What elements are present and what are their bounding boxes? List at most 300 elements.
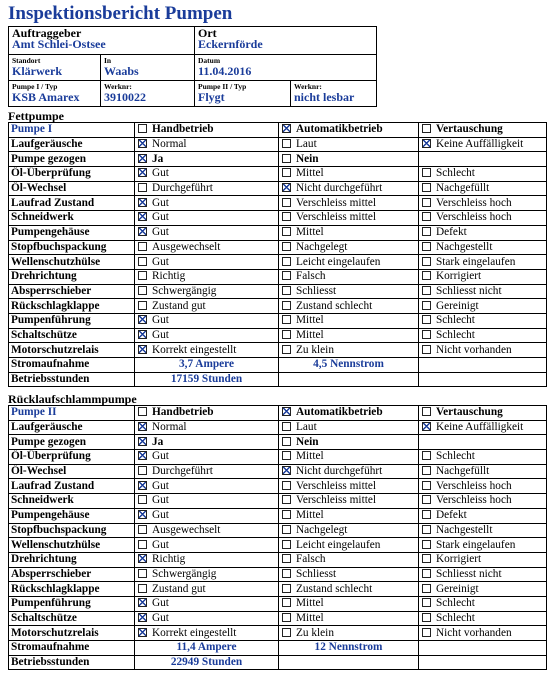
checkbox-unchecked[interactable] [282, 540, 291, 549]
row-pumpenfuehrung [9, 596, 547, 611]
standort-label: Standort [12, 56, 41, 65]
row-wellenschutzhuelse [9, 255, 547, 270]
option-label: Ja [152, 435, 164, 448]
row-label: Pumpengehäuse [9, 225, 135, 240]
option-cell [419, 225, 547, 240]
option-cell [279, 211, 419, 226]
checkbox-unchecked[interactable] [422, 495, 431, 504]
option-label: Leicht eingelaufen [296, 255, 381, 268]
checkbox-unchecked[interactable] [282, 242, 291, 251]
checkbox-unchecked[interactable] [282, 613, 291, 622]
checkbox-unchecked[interactable] [138, 584, 147, 593]
mode-row [9, 406, 547, 421]
option-cell [279, 313, 419, 328]
option-cell [279, 523, 419, 538]
row-pumpe-gezogen [9, 152, 547, 167]
checkbox-checked[interactable] [138, 212, 147, 221]
checkbox-unchecked[interactable] [422, 227, 431, 236]
option-label: Zu klein [296, 626, 334, 639]
checkbox-checked[interactable] [138, 154, 147, 163]
option-cell [135, 225, 279, 240]
option-cell [279, 137, 419, 152]
checkbox-unchecked[interactable] [138, 407, 147, 416]
checkbox-unchecked[interactable] [422, 124, 431, 133]
pumpe1-label: Pumpe I / Typ [12, 82, 58, 91]
option-label: Schlecht [436, 328, 475, 341]
werknr2-cell [291, 81, 377, 107]
row-label: Schaltschütze [9, 328, 135, 343]
checkbox-unchecked[interactable] [282, 198, 291, 207]
checkbox-checked[interactable] [282, 183, 291, 192]
option-label: Nachgelegt [296, 523, 348, 536]
option-cell [419, 626, 547, 641]
option-label: Ja [152, 152, 164, 165]
checkbox-unchecked[interactable] [282, 315, 291, 324]
ort-value: Eckernförde [198, 37, 263, 51]
option-label: Richtig [152, 553, 186, 566]
checkbox-checked[interactable] [138, 628, 147, 637]
checkbox-unchecked[interactable] [422, 525, 431, 534]
row-stromaufnahme [9, 641, 547, 656]
checkbox-unchecked[interactable] [282, 154, 291, 163]
checkbox-checked[interactable] [138, 330, 147, 339]
row-label: Laufgeräusche [9, 137, 135, 152]
option-cell [419, 611, 547, 626]
row-label: Stopfbuchspackung [9, 523, 135, 538]
standort-cell [9, 55, 101, 81]
option-cell [419, 596, 547, 611]
row-label: Rückschlagklappe [9, 582, 135, 597]
report-title: Inspektionsbericht Pumpen [8, 3, 233, 24]
option-cell [279, 152, 419, 167]
checkbox-unchecked[interactable] [282, 554, 291, 563]
option-cell [419, 508, 547, 523]
row-label: Motorschutzrelais [9, 626, 135, 641]
option-label: Zustand schlecht [296, 299, 373, 312]
checkbox-checked[interactable] [138, 437, 147, 446]
empty-cell [419, 641, 547, 656]
option-label: Schlecht [436, 450, 475, 463]
checkbox-checked[interactable] [282, 466, 291, 475]
strom-label: Stromaufnahme [9, 641, 135, 656]
checkbox-unchecked[interactable] [282, 598, 291, 607]
option-cell [419, 284, 547, 299]
empty-cell [419, 358, 547, 373]
checkbox-unchecked[interactable] [422, 584, 431, 593]
checkbox-unchecked[interactable] [138, 257, 147, 266]
row-wellenschutzhuelse [9, 538, 547, 553]
checkbox-checked[interactable] [138, 168, 147, 177]
option-cell [419, 167, 547, 182]
option-label: Automatikbetrieb [296, 406, 383, 419]
row-schaltschuetze [9, 611, 547, 626]
row-label: Pumpenführung [9, 596, 135, 611]
option-cell [135, 494, 279, 509]
pumpe1-value: KSB Amarex [12, 90, 80, 104]
nennstrom-value: 4,5 Nennstrom [279, 358, 419, 373]
option-label: Schlecht [436, 314, 475, 327]
option-label: Verschleiss hoch [436, 479, 512, 492]
option-label: Korrekt eingestellt [152, 343, 237, 356]
option-label: Gereinigt [436, 299, 479, 312]
empty-cell [419, 655, 547, 670]
option-cell [135, 582, 279, 597]
option-cell [279, 240, 419, 255]
option-cell [419, 328, 547, 343]
row-motorschutzrelais [9, 626, 547, 641]
option-label: Zu klein [296, 343, 334, 356]
option-label: Normal [152, 421, 187, 434]
row-betriebsstunden [9, 372, 547, 387]
row-label: Wellenschutzhülse [9, 255, 135, 270]
row-schaltschuetze [9, 328, 547, 343]
checkbox-checked[interactable] [282, 124, 291, 133]
empty-cell [279, 372, 419, 387]
checkbox-unchecked[interactable] [138, 183, 147, 192]
checkbox-checked[interactable] [138, 345, 147, 354]
checkbox-unchecked[interactable] [282, 286, 291, 295]
option-label: Gut [152, 314, 169, 327]
option-cell [279, 611, 419, 626]
option-cell [419, 494, 547, 509]
checkbox-unchecked[interactable] [282, 451, 291, 460]
werknr1-label: Werknr: [104, 82, 132, 91]
auftraggeber-label: Auftraggeber [12, 26, 82, 40]
checkbox-unchecked[interactable] [422, 554, 431, 563]
mode-row [9, 123, 547, 138]
checkbox-unchecked[interactable] [282, 481, 291, 490]
option-label: Handbetrieb [152, 123, 214, 136]
option-cell [279, 181, 419, 196]
row-label: Öl-Wechsel [9, 181, 135, 196]
option-label: Normal [152, 138, 187, 151]
section-title-fettpumpe: Fettpumpe [8, 109, 64, 123]
checkbox-unchecked[interactable] [422, 407, 431, 416]
option-label: Schwergängig [152, 284, 217, 297]
header-table [8, 26, 377, 107]
row-pumpengehaeuse [9, 508, 547, 523]
option-cell [419, 269, 547, 284]
checkbox-checked[interactable] [138, 227, 147, 236]
option-cell [419, 538, 547, 553]
option-label: Nicht durchgeführt [296, 465, 383, 478]
option-cell [135, 450, 279, 465]
checkbox-unchecked[interactable] [138, 525, 147, 534]
row-laufrad-zustand [9, 196, 547, 211]
checkbox-unchecked[interactable] [282, 437, 291, 446]
row-label: Pumpenführung [9, 313, 135, 328]
option-label: Nicht durchgeführt [296, 182, 383, 195]
option-label: Nein [296, 152, 319, 165]
option-label: Leicht eingelaufen [296, 538, 381, 551]
row-absperrschieber [9, 567, 547, 582]
option-label: Korrigiert [436, 553, 482, 566]
checkbox-unchecked[interactable] [422, 271, 431, 280]
option-label: Nachgelegt [296, 240, 348, 253]
option-label: Mittel [296, 509, 324, 522]
in-label: In [104, 56, 112, 65]
option-label: Nachgestellt [436, 523, 493, 536]
checkbox-unchecked[interactable] [138, 569, 147, 578]
option-label: Zustand schlecht [296, 582, 373, 595]
checkbox-unchecked[interactable] [422, 183, 431, 192]
option-cell [135, 508, 279, 523]
checkbox-unchecked[interactable] [422, 212, 431, 221]
option-cell [279, 494, 419, 509]
row-label: Laufgeräusche [9, 420, 135, 435]
checkbox-unchecked[interactable] [422, 466, 431, 475]
nennstrom-value: 12 Nennstrom [279, 641, 419, 656]
in-cell [101, 55, 195, 81]
checkbox-unchecked[interactable] [282, 227, 291, 236]
checkbox-unchecked[interactable] [422, 540, 431, 549]
option-cell [279, 123, 419, 138]
checkbox-unchecked[interactable] [282, 139, 291, 148]
row-oel-wechsel [9, 181, 547, 196]
option-label: Nicht vorhanden [436, 343, 512, 356]
option-label: Schlecht [436, 167, 475, 180]
row-laufrad-zustand [9, 479, 547, 494]
option-cell [135, 523, 279, 538]
option-cell [419, 299, 547, 314]
checkbox-unchecked[interactable] [138, 466, 147, 475]
checkbox-checked[interactable] [138, 554, 147, 563]
row-label: Öl-Überprüfung [9, 450, 135, 465]
row-label: Öl-Wechsel [9, 464, 135, 479]
option-label: Nicht vorhanden [436, 626, 512, 639]
option-cell [135, 596, 279, 611]
ort-label: Ort [198, 26, 217, 40]
checkbox-unchecked[interactable] [282, 271, 291, 280]
option-cell [419, 420, 547, 435]
option-cell [279, 567, 419, 582]
checkbox-unchecked[interactable] [422, 330, 431, 339]
row-label: Absperrschieber [9, 284, 135, 299]
option-label: Mittel [296, 167, 324, 180]
option-label: Nachgefüllt [436, 465, 490, 478]
option-label: Vertauschung [436, 123, 503, 136]
checkbox-unchecked[interactable] [282, 422, 291, 431]
option-label: Stark eingelaufen [436, 255, 516, 268]
ort-cell [195, 27, 377, 55]
checkbox-checked[interactable] [138, 451, 147, 460]
checkbox-unchecked[interactable] [422, 301, 431, 310]
auftraggeber-cell [9, 27, 195, 55]
checkbox-unchecked[interactable] [138, 301, 147, 310]
inspection-table-pumpe-2 [8, 405, 547, 670]
checkbox-checked[interactable] [138, 598, 147, 607]
option-label: Schlecht [436, 597, 475, 610]
checkbox-unchecked[interactable] [138, 495, 147, 504]
option-cell [135, 435, 279, 450]
checkbox-unchecked[interactable] [422, 598, 431, 607]
row-label: Rückschlagklappe [9, 299, 135, 314]
checkbox-unchecked[interactable] [422, 510, 431, 519]
checkbox-unchecked[interactable] [422, 286, 431, 295]
checkbox-unchecked[interactable] [422, 628, 431, 637]
row-label: Laufrad Zustand [9, 196, 135, 211]
option-label: Zustand gut [152, 299, 206, 312]
option-cell [135, 196, 279, 211]
option-label: Defekt [436, 509, 467, 522]
option-cell [279, 479, 419, 494]
checkbox-unchecked[interactable] [422, 168, 431, 177]
option-cell [135, 479, 279, 494]
option-label: Schliesst nicht [436, 284, 502, 297]
datum-cell [195, 55, 377, 81]
option-cell [279, 299, 419, 314]
option-cell [419, 343, 547, 358]
row-pumpenfuehrung [9, 313, 547, 328]
option-cell [279, 255, 419, 270]
checkbox-unchecked[interactable] [282, 584, 291, 593]
option-cell [419, 464, 547, 479]
row-oel-ueberpruefung [9, 167, 547, 182]
option-label: Gut [152, 479, 169, 492]
option-label: Schlecht [436, 611, 475, 624]
row-stromaufnahme [9, 358, 547, 373]
werknr1-value: 3910022 [104, 90, 146, 104]
row-label: Wellenschutzhülse [9, 538, 135, 553]
option-cell [135, 240, 279, 255]
option-cell [135, 152, 279, 167]
checkbox-unchecked[interactable] [282, 495, 291, 504]
row-label: Schneidwerk [9, 211, 135, 226]
checkbox-checked[interactable] [138, 139, 147, 148]
option-label: Falsch [296, 553, 326, 566]
option-label: Verschleiss hoch [436, 196, 512, 209]
ampere-value: 3,7 Ampere [135, 358, 279, 373]
checkbox-unchecked[interactable] [422, 198, 431, 207]
option-label: Ausgewechselt [152, 240, 221, 253]
option-label: Laut [296, 138, 317, 151]
option-label: Durchgeführt [152, 465, 213, 478]
option-cell [279, 284, 419, 299]
option-cell [419, 582, 547, 597]
checkbox-unchecked[interactable] [422, 242, 431, 251]
checkbox-checked[interactable] [138, 613, 147, 622]
stunden-value: 17159 Stunden [135, 372, 279, 387]
checkbox-checked[interactable] [138, 481, 147, 490]
row-laufgeraeusche [9, 137, 547, 152]
option-label: Gut [152, 450, 169, 463]
checkbox-unchecked[interactable] [282, 212, 291, 221]
option-cell [419, 152, 547, 167]
checkbox-checked[interactable] [282, 407, 291, 416]
betrieb-label: Betriebsstunden [9, 655, 135, 670]
pumpe1-cell [9, 81, 101, 107]
checkbox-unchecked[interactable] [138, 271, 147, 280]
pump-label: Pumpe I [9, 123, 135, 138]
checkbox-unchecked[interactable] [422, 613, 431, 622]
option-label: Defekt [436, 226, 467, 239]
row-pumpe-gezogen [9, 435, 547, 450]
checkbox-unchecked[interactable] [422, 451, 431, 460]
option-label: Mittel [296, 226, 324, 239]
checkbox-checked[interactable] [138, 315, 147, 324]
row-label: Drehrichtung [9, 552, 135, 567]
option-label: Nachgefüllt [436, 182, 490, 195]
checkbox-checked[interactable] [138, 510, 147, 519]
option-label: Gut [152, 597, 169, 610]
checkbox-unchecked[interactable] [282, 168, 291, 177]
checkbox-unchecked[interactable] [282, 628, 291, 637]
row-stopfbuchspackung [9, 240, 547, 255]
datum-value: 11.04.2016 [198, 64, 252, 78]
option-cell [279, 508, 419, 523]
pumpe2-cell [195, 81, 291, 107]
checkbox-unchecked[interactable] [282, 569, 291, 578]
option-label: Richtig [152, 270, 186, 283]
checkbox-unchecked[interactable] [282, 510, 291, 519]
option-cell [279, 269, 419, 284]
option-label: Mittel [296, 597, 324, 610]
option-label: Schliesst [296, 284, 337, 297]
row-label: Motorschutzrelais [9, 343, 135, 358]
checkbox-unchecked[interactable] [282, 301, 291, 310]
option-label: Gut [152, 211, 169, 224]
row-pumpengehaeuse [9, 225, 547, 240]
checkbox-unchecked[interactable] [282, 525, 291, 534]
row-rueckschlagklappe [9, 299, 547, 314]
checkbox-checked[interactable] [138, 422, 147, 431]
option-cell [135, 255, 279, 270]
option-cell [279, 552, 419, 567]
checkbox-unchecked[interactable] [422, 257, 431, 266]
option-cell [419, 240, 547, 255]
inspection-table-pumpe-1 [8, 122, 547, 387]
checkbox-unchecked[interactable] [282, 257, 291, 266]
checkbox-checked[interactable] [138, 198, 147, 207]
checkbox-unchecked[interactable] [422, 569, 431, 578]
row-label: Öl-Überprüfung [9, 167, 135, 182]
option-cell [279, 435, 419, 450]
option-cell [419, 196, 547, 211]
option-cell [279, 225, 419, 240]
checkbox-unchecked[interactable] [422, 481, 431, 490]
row-label: Pumpe gezogen [9, 435, 135, 450]
option-label: Verschleiss mittel [296, 479, 377, 492]
stunden-value: 22949 Stunden [135, 655, 279, 670]
checkbox-unchecked[interactable] [422, 345, 431, 354]
checkbox-unchecked[interactable] [138, 540, 147, 549]
checkbox-checked[interactable] [422, 139, 431, 148]
option-cell [279, 420, 419, 435]
option-cell [419, 479, 547, 494]
row-label: Laufrad Zustand [9, 479, 135, 494]
checkbox-checked[interactable] [422, 422, 431, 431]
checkbox-unchecked[interactable] [138, 124, 147, 133]
option-label: Laut [296, 421, 317, 434]
option-cell [419, 255, 547, 270]
pumpe2-value: Flygt [198, 90, 225, 104]
checkbox-unchecked[interactable] [282, 330, 291, 339]
row-schneidwerk [9, 211, 547, 226]
option-cell [135, 299, 279, 314]
option-label: Verschleiss hoch [436, 494, 512, 507]
checkbox-unchecked[interactable] [282, 345, 291, 354]
checkbox-unchecked[interactable] [138, 286, 147, 295]
option-label: Schwergängig [152, 567, 217, 580]
checkbox-unchecked[interactable] [422, 315, 431, 324]
option-cell [419, 211, 547, 226]
row-drehrichtung [9, 269, 547, 284]
row-absperrschieber [9, 284, 547, 299]
option-label: Keine Auffälligkeit [436, 138, 524, 151]
checkbox-unchecked[interactable] [138, 242, 147, 251]
option-cell [135, 328, 279, 343]
option-label: Automatikbetrieb [296, 123, 383, 136]
